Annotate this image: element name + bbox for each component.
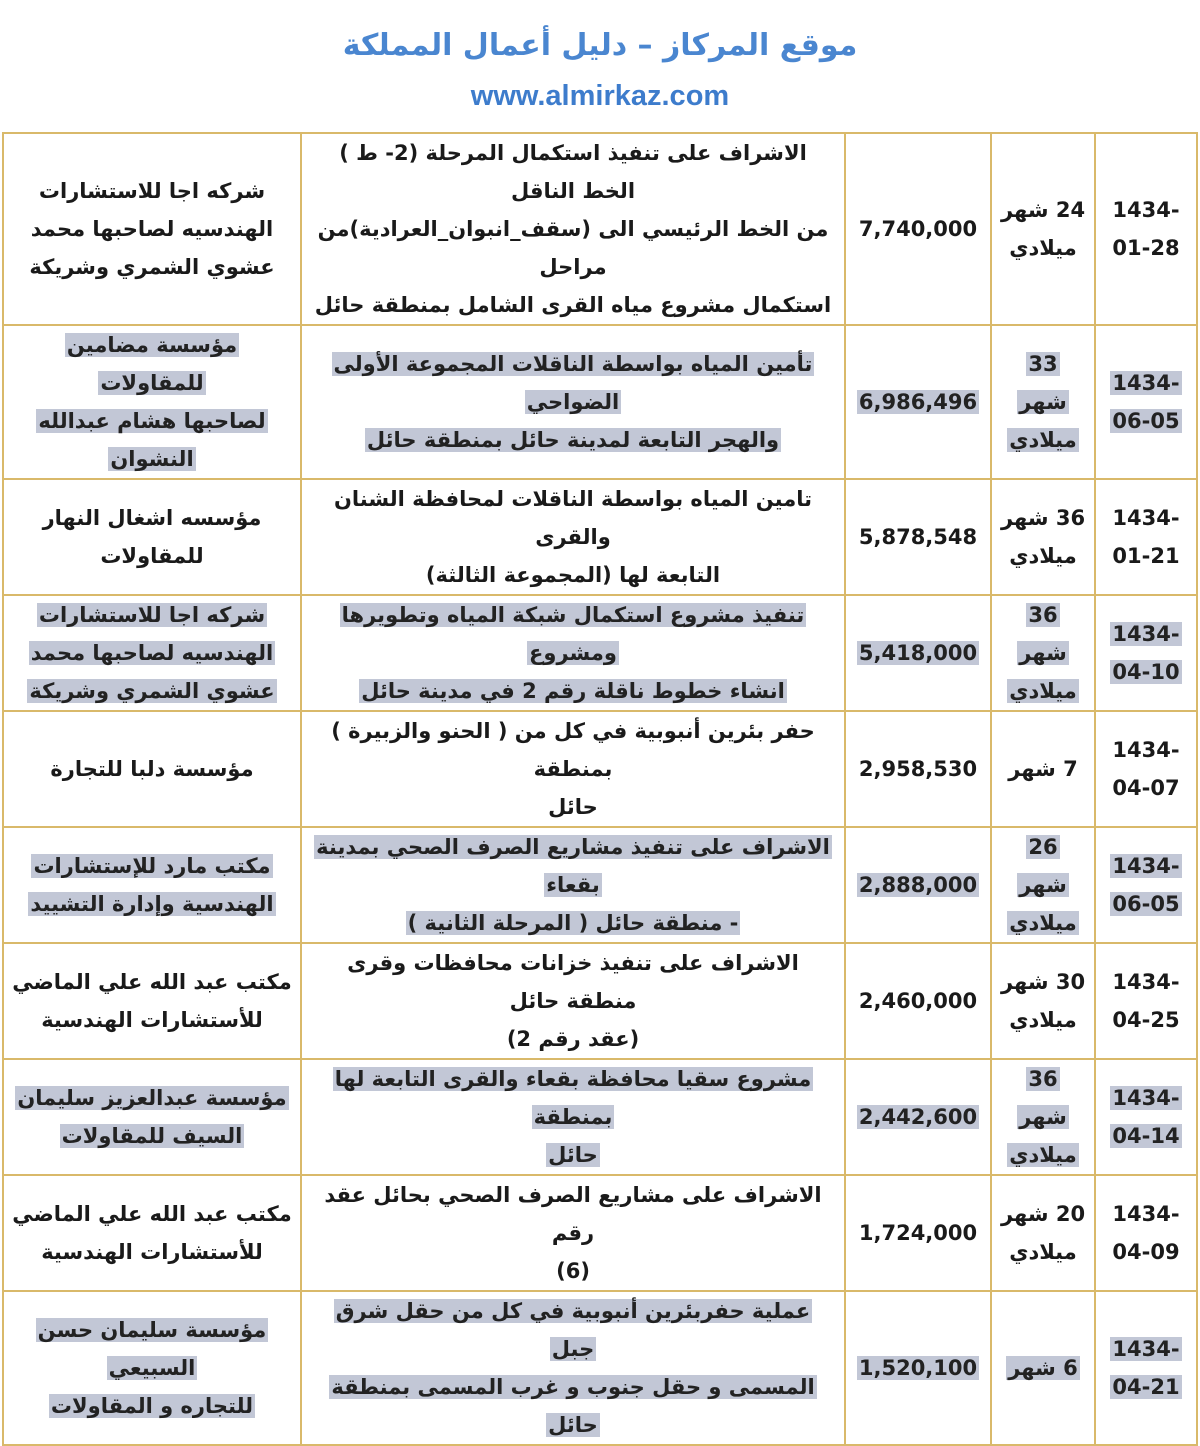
firm-cell <box>3 943 301 1059</box>
firm-line: الهندسيه لصاحبها محمد <box>30 641 274 665</box>
firm-line: مكتب عبد الله علي الماضي <box>12 1202 292 1226</box>
amount-cell: 7,740,000 <box>845 133 991 325</box>
date-line: 04-10 <box>1112 660 1180 684</box>
table-row <box>3 1059 1197 1175</box>
firm-line: لصاحبها هشام عبدالله النشوان <box>38 409 266 471</box>
date-line: 1434- <box>1112 1202 1180 1226</box>
contracts-table <box>2 132 1198 1446</box>
firm-line: الهندسيه لصاحبها محمد <box>30 217 274 241</box>
description-line: المسمى و حقل جنوب و غرب المسمى بمنطقة حائل <box>331 1375 815 1437</box>
description-line: عملية حفربئرين أنبوبية في كل من حقل شرق جبل <box>335 1299 811 1361</box>
date-line: 04-07 <box>1112 776 1180 800</box>
firm-line: عشوي الشمري وشريكة <box>29 255 275 279</box>
description-line: انشاء خطوط ناقلة رقم 2 في مدينة حائل <box>361 679 785 703</box>
description-line: حائل <box>548 795 598 819</box>
date-line: 1434- <box>1112 970 1180 994</box>
amount-cell: 5,418,000 <box>845 595 991 711</box>
firm-line: مكتب مارد للإستشارات <box>33 854 271 878</box>
amount-cell: 2,888,000 <box>845 827 991 943</box>
duration-line: ميلادي <box>1009 428 1077 452</box>
duration-line: 30 شهر <box>1000 970 1086 994</box>
amount-cell: 6,986,496 <box>845 325 991 479</box>
description-line: استكمال مشروع مياه القرى الشامل بمنطقة حائل <box>314 293 832 317</box>
description-line: تأمين المياه بواسطة الناقلات المجموعة الأولى الضواحي <box>333 352 813 414</box>
date-line: 1434- <box>1112 1337 1180 1361</box>
description-line: الاشراف على تنفيذ استكمال المرحلة (2- ط ) الخط الناقل <box>339 141 807 203</box>
firm-line: مؤسسه اشغال النهار <box>42 506 262 530</box>
description-cell <box>301 479 845 595</box>
duration-line: 33 شهر <box>1019 352 1067 414</box>
duration-line: ميلادي <box>1009 1008 1077 1032</box>
table-row <box>3 133 1197 325</box>
duration-cell <box>991 1059 1095 1175</box>
firm-line: مكتب عبد الله علي الماضي <box>12 970 292 994</box>
firm-line: عشوي الشمري وشريكة <box>29 679 275 703</box>
firm-line: مؤسسة دلبا للتجارة <box>50 757 254 781</box>
date-cell <box>1095 1175 1197 1291</box>
duration-line: ميلادي <box>1009 544 1077 568</box>
amount-cell: 5,878,548 <box>845 479 991 595</box>
amount-cell: 1,724,000 <box>845 1175 991 1291</box>
firm-line: الهندسية وإدارة التشييد <box>30 892 274 916</box>
firm-line: للأستشارات الهندسية <box>41 1008 263 1032</box>
table-row <box>3 827 1197 943</box>
firm-cell <box>3 711 301 827</box>
description-line: مشروع سقيا محافظة بقعاء والقرى التابعة لها بمنطقة <box>334 1067 812 1129</box>
date-line: 04-21 <box>1112 1375 1180 1399</box>
duration-line: ميلادي <box>1009 911 1077 935</box>
duration-cell <box>991 943 1095 1059</box>
firm-cell <box>3 827 301 943</box>
table-row <box>3 711 1197 827</box>
date-line: 04-14 <box>1112 1124 1180 1148</box>
amount-cell: 2,460,000 <box>845 943 991 1059</box>
description-line: التابعة لها (المجموعة الثالثة) <box>425 563 721 587</box>
date-line: 06-05 <box>1112 892 1180 916</box>
description-cell <box>301 325 845 479</box>
duration-line: ميلادي <box>1009 1143 1077 1167</box>
firm-line: مؤسسة سليمان حسن السبيعي <box>37 1318 267 1380</box>
table-row <box>3 943 1197 1059</box>
description-line: (عقد رقم 2) <box>506 1027 640 1051</box>
duration-cell <box>991 827 1095 943</box>
date-line: 01-28 <box>1112 236 1180 260</box>
amount-cell: 2,958,530 <box>845 711 991 827</box>
description-cell <box>301 943 845 1059</box>
duration-cell <box>991 1175 1095 1291</box>
amount-cell: 1,520,100 <box>845 1291 991 1445</box>
duration-line: 6 شهر <box>1008 1356 1078 1380</box>
firm-line: للأستشارات الهندسية <box>41 1240 263 1264</box>
date-cell <box>1095 133 1197 325</box>
duration-cell <box>991 133 1095 325</box>
date-cell <box>1095 1291 1197 1445</box>
description-cell <box>301 711 845 827</box>
date-cell <box>1095 943 1197 1059</box>
date-cell <box>1095 479 1197 595</box>
table-row <box>3 325 1197 479</box>
firm-line: شركه اجا للاستشارات <box>38 179 266 203</box>
page-header <box>0 0 1200 130</box>
description-cell <box>301 1291 845 1445</box>
description-line: والهجر التابعة لمدينة حائل بمنطقة حائل <box>366 428 780 452</box>
date-line: 1434- <box>1112 198 1180 222</box>
date-line: 1434- <box>1112 371 1180 395</box>
description-cell <box>301 133 845 325</box>
firm-cell <box>3 1059 301 1175</box>
duration-line: ميلادي <box>1009 679 1077 703</box>
date-line: 04-09 <box>1112 1240 1180 1264</box>
date-cell <box>1095 711 1197 827</box>
description-line: الاشراف على مشاريع الصرف الصحي بحائل عقد رقم <box>324 1183 822 1245</box>
firm-line: للمقاولات <box>100 544 204 568</box>
description-line: حائل <box>548 1143 598 1167</box>
duration-line: 36 شهر <box>1019 1067 1067 1129</box>
description-line: من الخط الرئيسي الى (سقف_انبوان_العرادية)من مراحل <box>317 217 829 279</box>
description-cell <box>301 1175 845 1291</box>
date-line: 1434- <box>1112 854 1180 878</box>
description-cell <box>301 1059 845 1175</box>
duration-cell <box>991 711 1095 827</box>
firm-line: مؤسسة عبدالعزيز سليمان <box>17 1086 287 1110</box>
firm-line: شركه اجا للاستشارات <box>38 603 266 627</box>
description-line: (6) <box>556 1259 590 1283</box>
description-line: - منطقة حائل ( المرحلة الثانية ) <box>407 911 739 935</box>
firm-line: السيف للمقاولات <box>61 1124 243 1148</box>
firm-cell <box>3 1175 301 1291</box>
duration-line: 20 شهر <box>1000 1202 1086 1226</box>
description-line: الاشراف على تنفيذ مشاريع الصرف الصحي بمدينة بقعاء <box>316 835 830 897</box>
date-cell <box>1095 1059 1197 1175</box>
table-row <box>3 1291 1197 1445</box>
amount-cell: 2,442,600 <box>845 1059 991 1175</box>
firm-line: للتجاره و المقاولات <box>50 1394 254 1418</box>
contracts-table-body <box>3 133 1197 1445</box>
date-line: 1434- <box>1112 738 1180 762</box>
firm-cell <box>3 325 301 479</box>
duration-line: 36 شهر <box>1000 506 1086 530</box>
date-cell <box>1095 827 1197 943</box>
firm-cell <box>3 595 301 711</box>
duration-line: 7 شهر <box>1008 757 1078 781</box>
firm-line: مؤسسة مضامين للمقاولات <box>66 333 238 395</box>
description-cell <box>301 595 845 711</box>
duration-line: ميلادي <box>1009 1240 1077 1264</box>
date-line: 01-21 <box>1112 544 1180 568</box>
firm-cell <box>3 1291 301 1445</box>
site-url[interactable]: www.almirkaz.com <box>470 80 730 112</box>
duration-cell <box>991 325 1095 479</box>
date-line: 04-25 <box>1112 1008 1180 1032</box>
duration-line: ميلادي <box>1009 236 1077 260</box>
description-line: تنفيذ مشروع استكمال شبكة المياه وتطويرها ومشروع <box>341 603 805 665</box>
date-cell <box>1095 595 1197 711</box>
duration-line: 36 شهر <box>1019 603 1067 665</box>
description-cell <box>301 827 845 943</box>
duration-cell <box>991 1291 1095 1445</box>
date-line: 06-05 <box>1112 409 1180 433</box>
table-row <box>3 1175 1197 1291</box>
table-row <box>3 479 1197 595</box>
description-line: تامين المياه بواسطة الناقلات لمحافظة الشنان والقرى <box>333 487 812 549</box>
date-line: 1434- <box>1112 1086 1180 1110</box>
duration-line: 26 شهر <box>1019 835 1067 897</box>
firm-cell <box>3 479 301 595</box>
site-title: موقع المركاز – دليل أعمال المملكة <box>342 28 858 63</box>
duration-cell <box>991 479 1095 595</box>
duration-cell <box>991 595 1095 711</box>
date-line: 1434- <box>1112 622 1180 646</box>
duration-line: 24 شهر <box>1000 198 1086 222</box>
date-line: 1434- <box>1112 506 1180 530</box>
description-line: حفر بئرين أنبوبية في كل من ( الحنو والزبيرة ) بمنطقة <box>331 719 815 781</box>
description-line: الاشراف على تنفيذ خزانات محافظات وقرى منطقة حائل <box>347 951 799 1013</box>
table-row <box>3 595 1197 711</box>
date-cell <box>1095 325 1197 479</box>
firm-cell <box>3 133 301 325</box>
